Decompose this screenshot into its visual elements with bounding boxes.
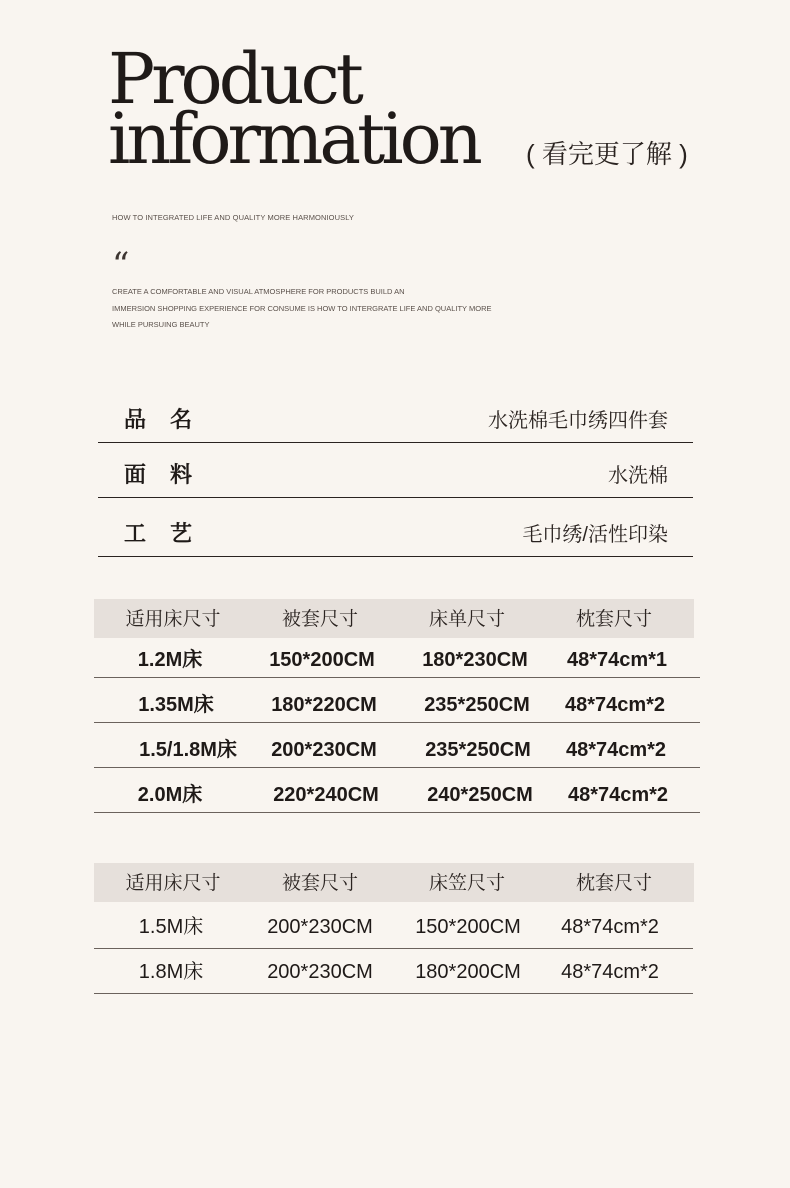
- info-row-fabric: [98, 453, 693, 498]
- table-row: [94, 727, 700, 768]
- table-cell: 1.5/1.8M床: [139, 739, 237, 761]
- table-cell: 2.0M床: [137, 784, 203, 806]
- header-cell: 床笠尺寸: [428, 873, 506, 894]
- table-row: [94, 682, 700, 723]
- table-cell: 235*250CM: [425, 739, 531, 761]
- table-cell: 200*230CM: [271, 739, 377, 761]
- table-row: [94, 637, 700, 678]
- description-line: CREATE A COMFORTABLE AND VISUAL ATMOSPHERE FOR PRODUCTS BUILD AN: [112, 287, 405, 296]
- title-line-1: Product: [108, 38, 360, 120]
- header-cell: 枕套尺寸: [575, 873, 653, 894]
- table-cell: 235*250CM: [424, 694, 530, 716]
- table-row: [94, 772, 700, 813]
- header-cell: 被套尺寸: [281, 873, 359, 894]
- tagline: HOW TO INTEGRATED LIFE AND QUALITY MORE HARMONIOUSLY: [112, 213, 355, 222]
- table-cell: 1.5M床: [138, 916, 204, 938]
- title-line-2: information: [108, 98, 479, 180]
- table-cell: 200*230CM: [267, 916, 373, 938]
- table-cell: 1.35M床: [138, 694, 214, 716]
- info-row-craft: [98, 512, 693, 557]
- info-label: 品名: [124, 407, 217, 432]
- table-cell: 48*74cm*2: [564, 694, 666, 716]
- table-cell: 180*230CM: [422, 649, 528, 671]
- table-cell: 150*200CM: [269, 649, 375, 671]
- table-row: [94, 949, 693, 994]
- table-cell: 1.8M床: [138, 961, 204, 983]
- info-value: 毛巾绣/活性印染: [522, 524, 668, 546]
- info-value: 水洗棉毛巾绣四件套: [488, 410, 668, 432]
- header-cell: 适用床尺寸: [125, 609, 221, 630]
- info-label: 面料: [124, 462, 217, 487]
- quote-icon: “: [112, 245, 130, 285]
- header-cell: 枕套尺寸: [575, 609, 653, 630]
- table-cell: 48*74cm*1: [566, 649, 668, 671]
- table-cell: 1.2M床: [137, 649, 203, 671]
- table-cell: 48*74cm*2: [561, 961, 659, 983]
- table-cell: 48*74cm*2: [561, 916, 659, 938]
- title-subtitle: ( 看完更了解 ): [526, 139, 688, 169]
- header-cell: 床单尺寸: [428, 609, 506, 630]
- table-cell: 200*230CM: [267, 961, 373, 983]
- info-value: 水洗棉: [608, 465, 668, 487]
- info-label: 工艺: [124, 521, 217, 546]
- header-cell: 被套尺寸: [281, 609, 359, 630]
- table-row: [94, 904, 693, 949]
- table-header: [94, 599, 694, 638]
- table-cell: 48*74cm*2: [565, 739, 667, 761]
- table-cell: 180*200CM: [415, 961, 521, 983]
- header-cell: 适用床尺寸: [125, 873, 221, 894]
- table-cell: 180*220CM: [271, 694, 377, 716]
- table-cell: 48*74cm*2: [567, 784, 669, 806]
- description-line: IMMERSION SHOPPING EXPERIENCE FOR CONSUME IS HOW TO INTERGRATE LIFE AND QUALITY MORE: [112, 303, 492, 313]
- info-row-product-name: [98, 398, 693, 443]
- table-header: [94, 863, 694, 902]
- table-cell: 150*200CM: [415, 916, 521, 938]
- table-cell: 240*250CM: [427, 784, 533, 806]
- description-line: WHILE PURSUING BEAUTY: [112, 320, 210, 329]
- table-cell: 220*240CM: [273, 784, 379, 806]
- description: [112, 284, 512, 334]
